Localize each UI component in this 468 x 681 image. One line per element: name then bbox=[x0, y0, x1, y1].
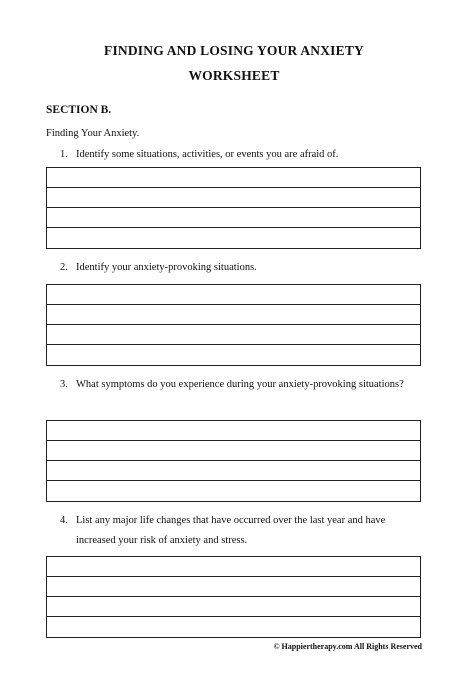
answer-line[interactable] bbox=[47, 577, 420, 597]
question-3-number: 3. bbox=[60, 379, 68, 390]
question-4-number: 4. bbox=[60, 515, 68, 526]
question-2-number: 2. bbox=[60, 262, 68, 273]
page-title-line-2: WORKSHEET bbox=[188, 68, 280, 83]
question-2 bbox=[60, 258, 420, 278]
copyright-footer: © Happiertherapy.com All Rights Reserved bbox=[273, 642, 422, 651]
question-1-number: 1. bbox=[60, 149, 68, 160]
answer-line[interactable] bbox=[47, 228, 420, 248]
question-4 bbox=[60, 511, 420, 551]
answer-line[interactable] bbox=[47, 208, 420, 228]
answer-line[interactable] bbox=[47, 421, 420, 441]
question-4-text: List any major life changes that have occurred over the last year and have increased your risk of anxiety and stress. bbox=[76, 515, 386, 546]
answer-line[interactable] bbox=[47, 557, 420, 577]
answer-line[interactable] bbox=[47, 305, 420, 325]
answer-line[interactable] bbox=[47, 168, 420, 188]
answer-line[interactable] bbox=[47, 285, 420, 305]
page-title-line-1: FINDING AND LOSING YOUR ANXIETY bbox=[104, 43, 364, 58]
answer-line[interactable] bbox=[47, 617, 420, 637]
answer-line[interactable] bbox=[47, 441, 420, 461]
question-1 bbox=[60, 145, 420, 165]
question-2-text: Identify your anxiety-provoking situations. bbox=[76, 262, 257, 273]
answer-box-4 bbox=[46, 556, 421, 638]
answer-box-3 bbox=[46, 420, 421, 502]
answer-line[interactable] bbox=[47, 325, 420, 345]
question-1-text: Identify some situations, activities, or events you are afraid of. bbox=[76, 149, 339, 160]
section-intro: Finding Your Anxiety. bbox=[46, 128, 140, 139]
answer-line[interactable] bbox=[47, 345, 420, 365]
question-3 bbox=[60, 375, 420, 395]
question-3-text: What symptoms do you experience during your anxiety-provoking situations? bbox=[76, 379, 404, 390]
answer-box-2 bbox=[46, 284, 421, 366]
answer-line[interactable] bbox=[47, 481, 420, 501]
answer-box-1 bbox=[46, 167, 421, 249]
answer-line[interactable] bbox=[47, 188, 420, 208]
answer-line[interactable] bbox=[47, 597, 420, 617]
answer-line[interactable] bbox=[47, 461, 420, 481]
section-heading: SECTION B. bbox=[46, 104, 112, 116]
